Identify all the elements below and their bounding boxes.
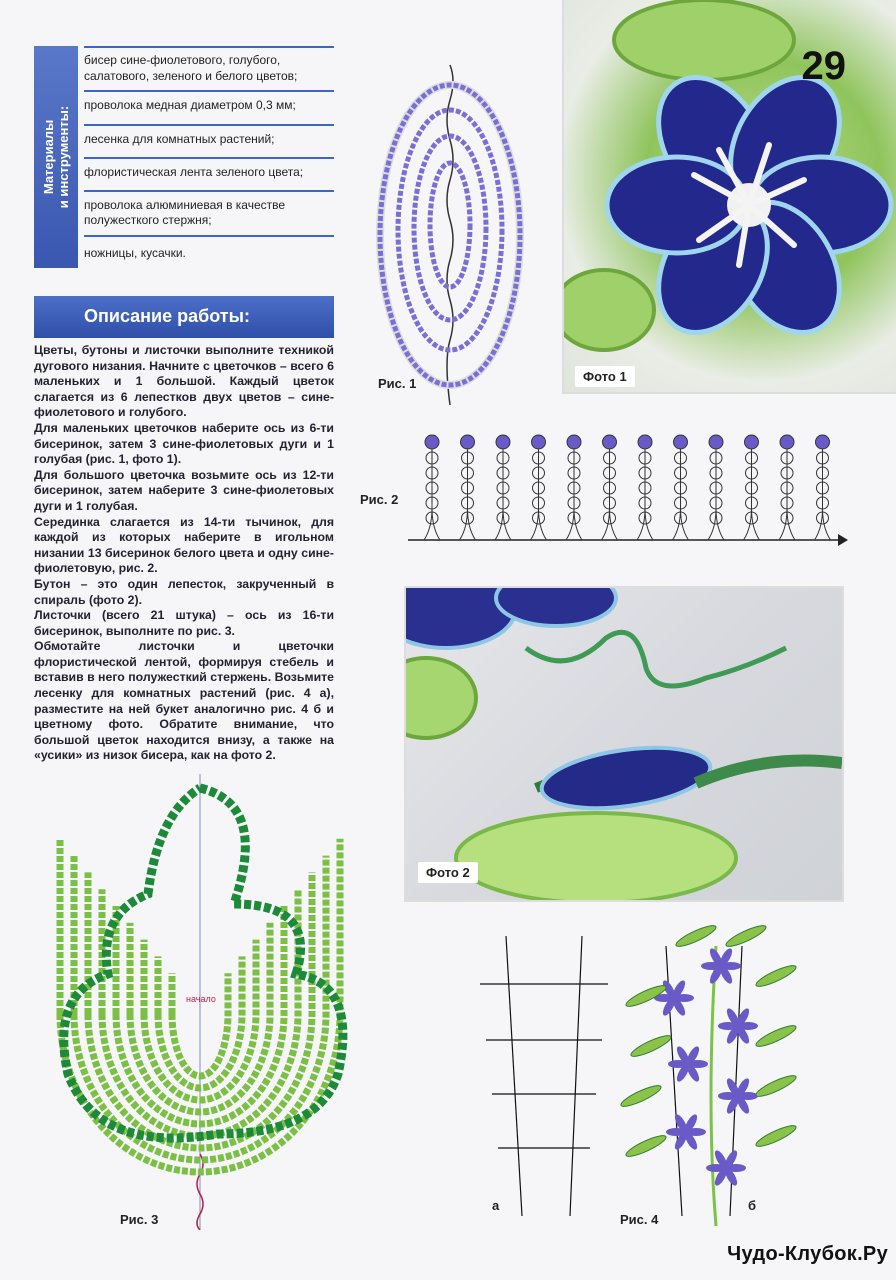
bouquet-flower <box>666 1113 706 1152</box>
stamen-diagram <box>637 435 653 540</box>
material-item: проволока алюминиевая в качестве <box>84 198 286 212</box>
stamen-diagram <box>779 435 795 540</box>
description-text <box>34 343 334 764</box>
bouquet-flower <box>654 979 694 1018</box>
figure-3-start-label: начало <box>186 994 216 1004</box>
bouquet-leaf <box>629 1032 673 1060</box>
flower-photo-illustration <box>564 0 896 392</box>
figure-2-diagram <box>408 428 848 548</box>
description-header <box>34 296 334 338</box>
divider <box>84 235 334 237</box>
site-watermark: Чудо-Клубок.Ру <box>727 1243 888 1265</box>
figure-1-label: Рис. 1 <box>378 376 417 391</box>
material-item: лесенка для комнатных растений; <box>84 132 275 146</box>
bouquet-leaf <box>754 1072 798 1100</box>
paragraph: Серединка слагается из 14-ти тычинок, для каждой из которых наберите в игольном низании 13 бисеринок белого цвета и одну сине-фиолетовую, рис. 2. <box>34 514 334 576</box>
page-number: 29 <box>801 44 846 88</box>
materials-sidebar <box>34 46 78 268</box>
stamen-diagram <box>495 435 511 540</box>
photo-1 <box>564 0 896 392</box>
material-item: ножницы, кусачки. <box>84 246 186 260</box>
divider <box>84 190 334 192</box>
divider <box>84 90 334 92</box>
ladder-a <box>480 936 608 1216</box>
stamen-diagram <box>708 435 724 540</box>
bouquet-leaf <box>674 922 718 950</box>
bouquet-leaf <box>754 962 798 990</box>
paragraph: Обмотайте листочки и цветочки флористической лентой, формируя стебель и вставив в него полужесткий стержень. Возьмите лесенку для комнатных растений (рис. 4 а), разместите на ней букет аналогично рис. 4 б и цветному фото. Обратите внимание, что большой цветок находится внизу, а также на «усики» из низок бисера, как на фото 2. <box>34 639 334 763</box>
bouquet-leaf <box>624 1132 668 1160</box>
stamen-diagram <box>602 435 618 540</box>
figure-4-b-label: б <box>748 1198 757 1213</box>
material-item: полужесткого стержня; <box>84 213 212 227</box>
paragraph: Для большого цветочка возьмите ось из 12-ти бисеринок, затем наберите 3 сине-фиолетовых дуги и 1 голубая. <box>34 467 334 513</box>
materials-title: Материалы и инструменты: <box>41 105 71 209</box>
stamen-diagram <box>424 435 440 540</box>
figure-4-label: Рис. 4 <box>620 1212 659 1227</box>
figure-1-diagram <box>360 60 560 410</box>
bouquet-leaf <box>754 1122 798 1150</box>
stamen-diagram <box>566 435 582 540</box>
material-item: бисер сине-фиолетового, голубого, <box>84 53 281 67</box>
bud-photo-illustration <box>406 588 842 900</box>
material-item: салатового, зеленого и белого цветов; <box>84 69 298 83</box>
paragraph: Цветы, бутоны и листочки выполните техникой дугового низания. Начните с цветочков – всего 6 маленьких и 1 большой. Каждый цветок слагается из 6 лепестков двух цветов – сине-фиолетового и голубого. <box>34 343 334 420</box>
photo-2-label: Фото 2 <box>418 862 478 883</box>
photo-2 <box>406 588 842 900</box>
figure-4-diagram <box>476 906 806 1232</box>
figure-4-a-label: а <box>492 1198 500 1213</box>
photo-1-label: Фото 1 <box>575 366 635 387</box>
bouquet-leaf <box>754 1022 798 1050</box>
bouquet-leaf <box>619 1082 663 1110</box>
stamen-diagram <box>744 435 760 540</box>
divider <box>84 124 334 126</box>
stamen-diagram <box>673 435 689 540</box>
bouquet-leaf <box>724 922 768 950</box>
description-title: Описание работы: <box>84 306 250 326</box>
figure-3-label: Рис. 3 <box>120 1212 159 1227</box>
stamen-diagram <box>460 435 476 540</box>
divider <box>84 46 334 48</box>
paragraph: Листочки (всего 21 штука) – ось из 16-ти бисеринок, выполните по рис. 3. <box>34 608 334 638</box>
stamen-diagram <box>531 435 547 540</box>
bouquet-flower <box>718 1077 758 1116</box>
material-item: флористическая лента зеленого цвета; <box>84 165 304 179</box>
paragraph: Для маленьких цветочков наберите ось из 6-ти бисеринок, затем 3 сине-фиолетовых дуги и 1 голубая (рис. 1, фото 1). <box>34 420 334 467</box>
paragraph: Бутон – это один лепесток, закрученный в спираль (фото 2). <box>34 576 334 607</box>
material-item: проволока медная диаметром 0,3 мм; <box>84 98 296 112</box>
divider <box>84 157 334 159</box>
figure-2-label: Рис. 2 <box>360 492 399 507</box>
stamen-diagram <box>815 435 831 540</box>
figure-3-diagram <box>38 774 374 1230</box>
bouquet-flower <box>701 947 741 986</box>
